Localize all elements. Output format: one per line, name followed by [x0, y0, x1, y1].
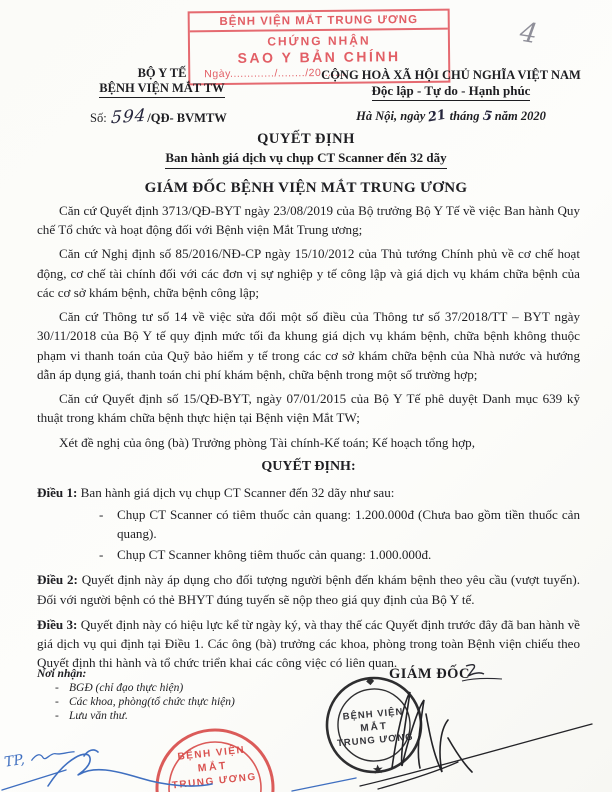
article-2-text: Quyết định này áp dụng cho đối tượng người bệnh đến khám bệnh theo yêu cầu (vượt tuyến). Đối với người bệnh có thẻ BHYT đúng tuyến sẽ nộp theo giá quy định của Bộ Y tế.	[37, 572, 581, 607]
price-list	[99, 505, 580, 565]
signer-title: GIÁM ĐỐC	[389, 666, 470, 682]
hospital-name: BỆNH VIỆN MẮT TW	[99, 81, 224, 98]
handwritten-day: 21	[427, 107, 448, 126]
title-block	[0, 131, 612, 197]
date-suffix: năm 2020	[494, 109, 546, 123]
handwritten-month: 5	[481, 108, 493, 125]
document-body	[37, 201, 580, 679]
article-2	[37, 570, 580, 608]
article-1-text: Ban hành giá dịch vụ chụp CT Scanner đến 32 dãy như sau:	[80, 485, 395, 501]
red-stamp-line3: TRUNG ƯƠNG	[171, 771, 258, 792]
certification-stamp-copy: SAO Y BẢN CHÍNH	[237, 48, 401, 66]
blue-corner-stroke	[0, 766, 70, 792]
black-stamp-line1: BỆNH VIỆN	[342, 706, 404, 723]
recipient-item: - BGĐ (chỉ đạo thực hiện)	[55, 682, 277, 694]
national-motto-line1: CỘNG HOÀ XÃ HỘI CHỦ NGHĨA VIỆT NAM	[321, 68, 581, 82]
date-mid: tháng	[449, 109, 480, 123]
preamble-paragraph: Căn cứ Quyết định 3713/QĐ-BYT ngày 23/08/2019 của Bộ trưởng Bộ Y Tế về việc Ban hành Quy chế Tổ chức và hoạt động đối với Bệnh viện Mắt Trung ương;	[37, 203, 580, 238]
ministry-name: BỘ Y TẾ	[137, 66, 187, 80]
preamble-paragraph: Căn cứ Quyết định số 15/QĐ-BYT, ngày 07/01/2015 của Bộ Y Tế phê duyệt Danh mục 639 kỹ thuật trong khám chữa bệnh thực hiện tại Bệnh viện Mắt TW;	[37, 391, 580, 426]
decision-heading: QUYẾT ĐỊNH:	[261, 458, 356, 474]
red-stamp-line2: MẮT	[197, 759, 229, 775]
date-line	[305, 109, 597, 124]
preamble-paragraph: Căn cứ Nghị định số 85/2016/NĐ-CP ngày 15/10/2012 của Thủ tướng Chính phủ về cơ chế hoạt động, cơ chế tài chính đối với các đơn vị sự nghiệp y tế công lập và giá dịch vụ khám chữa bệnh của các cơ sở khám bệnh, chữa bệnh công lập;	[37, 246, 580, 300]
recipient-item: - Các khoa, phòng(tổ chức thực hiện)	[55, 696, 277, 708]
black-stamp-line2: MẮT	[359, 720, 389, 735]
document-type-title: QUYẾT ĐỊNH	[257, 131, 355, 147]
article-3-label: Điều 3:	[37, 616, 78, 632]
document-number-suffix: /QĐ- BVMTW	[147, 111, 227, 125]
director-signature	[330, 668, 605, 792]
article-1	[37, 483, 580, 564]
price-item: - Chụp CT Scanner không tiêm thuốc cản quang: 1.000.000đ.	[99, 545, 580, 564]
recipient-item: - Lưu văn thư.	[55, 710, 277, 722]
handwritten-document-number: 594	[110, 105, 147, 129]
handwritten-blue-note: TP,	[3, 743, 79, 771]
document-number-label: Số:	[90, 111, 107, 125]
article-2-label: Điều 2:	[37, 572, 78, 588]
issuer-title: GIÁM ĐỐC BỆNH VIỆN MẮT TRUNG ƯƠNG	[144, 180, 468, 196]
recipients-block	[37, 668, 277, 724]
document-subject: Ban hành giá dịch vụ chụp CT Scanner đến 32 dãy	[165, 150, 446, 169]
article-3-text: Quyết định này có hiệu lực kể từ ngày ký, và thay thế các Quyết định trước đây đã ban hành về giá dịch vụ qui định tại Điều 1. Các ông (bà) trưởng các khoa, phòng trong toàn Bệnh viện chiếu theo Quyết định thi hành và tổ chức triển khai các công việc có liên quan.	[37, 616, 580, 671]
recipients-label: Nơi nhận:	[37, 668, 87, 680]
preamble-paragraph: Xét đề nghị của ông (bà) Trưởng phòng Tài chính-Kế toán; Kế hoạch tổng hợp,	[59, 434, 475, 450]
blue-flourish-stroke	[290, 776, 360, 792]
header-issuing-org	[62, 66, 262, 127]
national-motto-line2: Độc lập - Tự do - Hạnh phúc	[372, 83, 531, 101]
black-stamp-line3: TRUNG ƯƠNG	[336, 731, 415, 750]
header-national	[305, 68, 597, 124]
certification-stamp-date: Ngày............./......../20.......	[204, 66, 346, 81]
price-item: - Chụp CT Scanner có tiêm thuốc cản quang: 1.200.000đ (Chưa bao gồm tiền thuốc cản quang).	[99, 505, 580, 543]
document-number	[62, 107, 262, 127]
handwritten-page-number: 4	[517, 16, 540, 51]
red-stamp-line1: BỆNH VIỆN	[177, 744, 246, 763]
certification-stamp-certify: CHỨNG NHẬN	[267, 33, 371, 49]
preamble-paragraph: Căn cứ Thông tư số 14 về việc sửa đổi một số điều của Thông tư số 37/2018/TT – BYT ngày 30/11/2018 của Bộ Y tế quy định mức tối đa khung giá dịch vụ khám bệnh, chữa bệnh không thuộc phạm vi thanh toán của Quỹ bảo hiểm y tế trong các cơ sở khám chữa bệnh của Nhà nước và hướng dẫn áp dụng giá, thanh toán chi phí khám bệnh, chữa bệnh trong một số trường hợp;	[37, 309, 580, 382]
article-1-label: Điều 1:	[37, 485, 78, 501]
date-prefix: Hà Nội, ngày	[356, 109, 426, 123]
certification-stamp-org: BỆNH VIỆN MẮT TRUNG ƯƠNG	[190, 11, 448, 33]
